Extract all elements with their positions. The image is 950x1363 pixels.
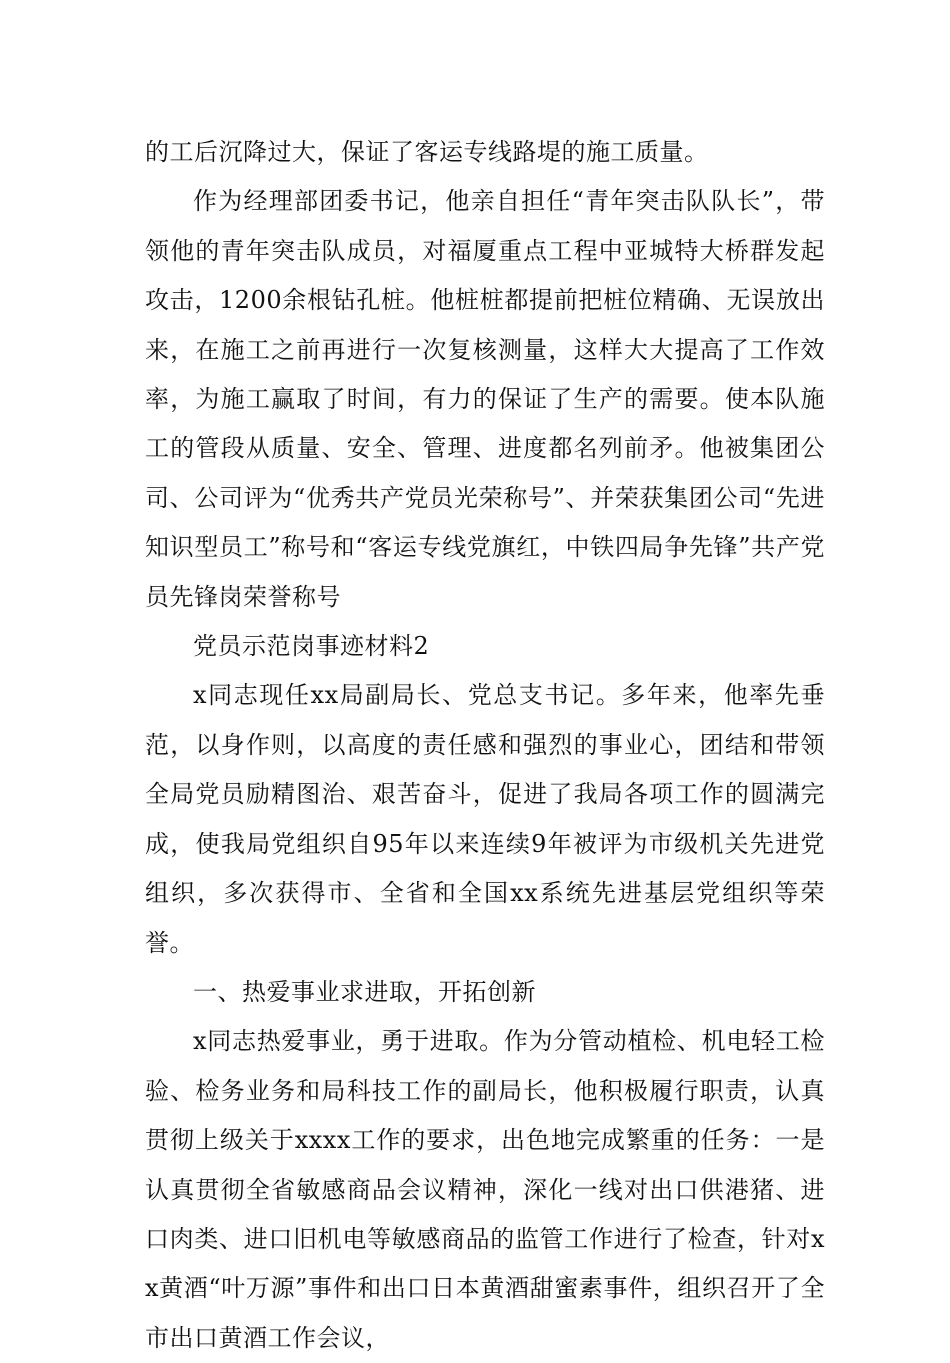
section-heading-one: 一、热爱事业求进取，开拓创新 bbox=[193, 977, 536, 1006]
paragraph-deputy-director: x同志现任xx局副局长、党总支书记。多年来，他率先垂范，以身作则，以高度的责任感和强烈的事业心，团结和带领全局党员励精图治、艰苦奋斗，促进了我局各项工作的圆满完成，使我局党组织自95年以来连续9年被评为市级机关先进党组织，多次获得市、全省和全国xx系统先进基层党组织等荣誉。 bbox=[145, 681, 825, 957]
document-body bbox=[145, 128, 825, 1363]
paragraph-continuation: 的工后沉降过大，保证了客运专线路堤的施工质量。 bbox=[145, 138, 709, 166]
section-title-material-2: 党员示范岗事迹材料2 bbox=[193, 632, 430, 661]
paragraph-career-progress: x同志热爱事业，勇于进取。作为分管动植检、机电轻工检验、检务业务和局科技工作的副局长，他积极履行职责，认真贯彻上级关于xxxx工作的要求，出色地完成繁重的任务：一是认真贯彻全省敏感商品会议精神，深化一线对出口供港猪、进口肉类、进口旧机电等敏感商品的监管工作进行了检查，针对xx黄酒“叶万源”事件和出口日本黄酒甜蜜素事件，组织召开了全市出口黄酒工作会议， bbox=[145, 1027, 825, 1352]
paragraph-youth-team: 作为经理部团委书记，他亲自担任“青年突击队队长”，带领他的青年突击队成员，对福厦重点工程中亚城特大桥群发起攻击，1200余根钻孔桩。他桩桩都提前把桩位精确、无误放出来，在施工之前再进行一次复核测量，这样大大提高了工作效率，为施工赢取了时间，有力的保证了生产的需要。使本队施工的管段从质量、安全、管理、进度都名列前矛。他被集团公司、公司评为“优秀共产党员光荣称号”、并荣获集团公司“先进知识型员工”称号和“客运专线党旗红，中铁四局争先锋”共产党员先锋岗荣誉称号 bbox=[145, 187, 825, 611]
